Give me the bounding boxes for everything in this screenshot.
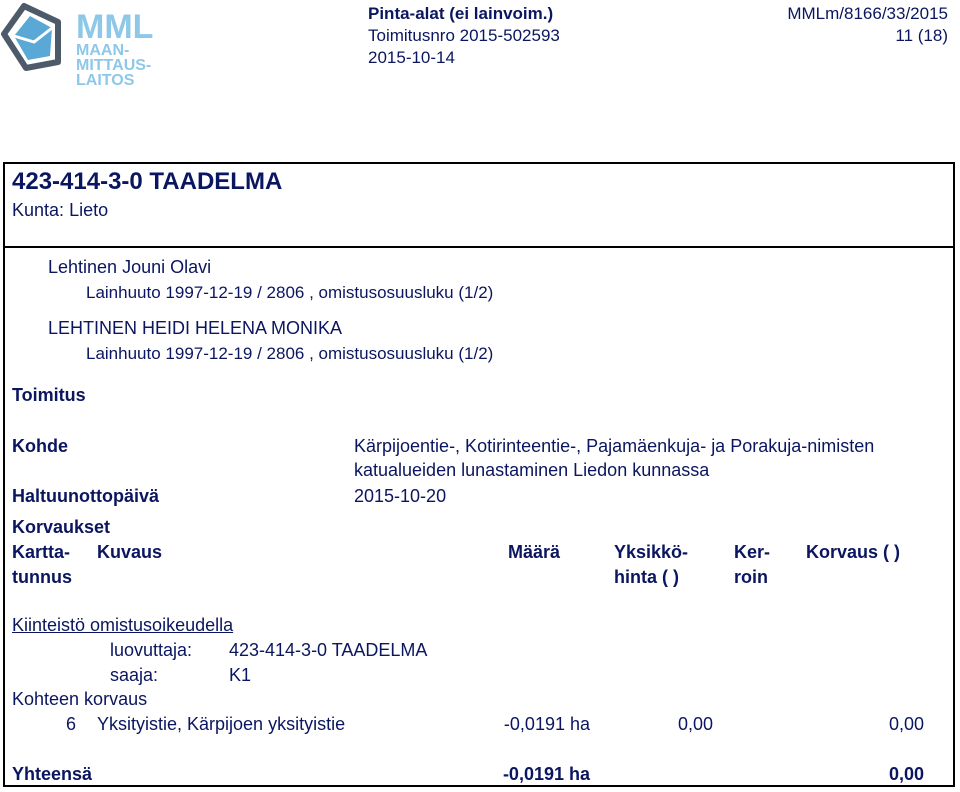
total-maara: -0,0191 ha	[502, 764, 590, 784]
col-kerroin-line1: Ker-	[734, 542, 771, 562]
kunta-label: Kunta:	[12, 200, 65, 220]
row-yksikkohinta: 0,00	[677, 714, 713, 734]
subsection-heading: Kohteen korvaus	[12, 689, 148, 709]
col-kartta-line1: Kartta-	[12, 542, 71, 562]
kohde-value-line2: katualueiden lunastaminen Liedon kunnassa	[354, 460, 710, 480]
logo-text-line3: MITTAUS-	[76, 57, 152, 74]
kunta-value: Lieto	[69, 200, 109, 220]
logo-text-line2: MAAN-	[76, 42, 130, 59]
owner-name: LEHTINEN HEIDI HELENA MONIKA	[48, 318, 343, 338]
saaja-value: K1	[229, 665, 252, 685]
doc-title: Pinta-alat (ei lainvoim.)	[368, 4, 554, 23]
haltuunotto-label: Haltuunottopäivä	[12, 486, 159, 506]
col-kerroin-line2: roin	[734, 567, 768, 587]
kohde-value-line1: Kärpijoentie-, Kotirinteentie-, Pajamäenkuja- ja Porakuja-nimisten	[354, 436, 875, 456]
haltuunotto-value: 2015-10-20	[354, 486, 447, 506]
owner-detail: Lainhuuto 1997-12-19 / 2806 , omistusosuusluku (1/2)	[86, 344, 494, 363]
owner-detail: Lainhuuto 1997-12-19 / 2806 , omistusosuusluku (1/2)	[86, 283, 494, 302]
owner-name: Lehtinen Jouni Olavi	[48, 257, 212, 277]
col-yksikkohinta-line1: Yksikkö-	[614, 542, 689, 562]
doc-number: Toimitusnro 2015-502593	[368, 26, 560, 45]
row-korvaus: 0,00	[888, 714, 924, 734]
doc-date: 2015-10-14	[368, 48, 455, 67]
row-kartta: 6	[66, 714, 77, 734]
logo-mark-icon	[4, 6, 58, 68]
col-korvaus: Korvaus ( )	[806, 542, 901, 562]
row-maara: -0,0191 ha	[503, 714, 590, 734]
col-yksikkohinta-line2: hinta ( )	[614, 567, 679, 587]
col-kartta-line2: tunnus	[12, 567, 72, 587]
kohde-label: Kohde	[12, 436, 68, 456]
korvaukset-heading: Korvaukset	[12, 517, 111, 537]
luovuttaja-value: 423-414-3-0 TAADELMA	[229, 640, 428, 660]
kunta-row	[12, 200, 108, 221]
total-label: Yhteensä	[12, 764, 93, 784]
doc-reference: MMLm/8166/33/2015	[787, 4, 948, 23]
divider	[3, 246, 955, 248]
col-maara: Määrä	[508, 542, 561, 562]
logo-text-mml: MML	[76, 8, 154, 46]
mml-logo	[0, 0, 162, 90]
section-heading: Kiinteistö omistusoikeudella	[12, 615, 234, 635]
property-title: 423-414-3-0 TAADELMA	[12, 168, 283, 195]
total-korvaus: 0,00	[888, 764, 924, 784]
col-kuvaus: Kuvaus	[97, 542, 163, 562]
logo-text-line4: LAITOS	[76, 72, 135, 89]
toimitus-label: Toimitus	[12, 385, 86, 405]
luovuttaja-label: luovuttaja:	[110, 640, 193, 660]
saaja-label: saaja:	[110, 665, 159, 685]
page-number: 11 (18)	[895, 26, 948, 45]
row-kuvaus: Yksityistie, Kärpijoen yksityistie	[97, 714, 346, 734]
